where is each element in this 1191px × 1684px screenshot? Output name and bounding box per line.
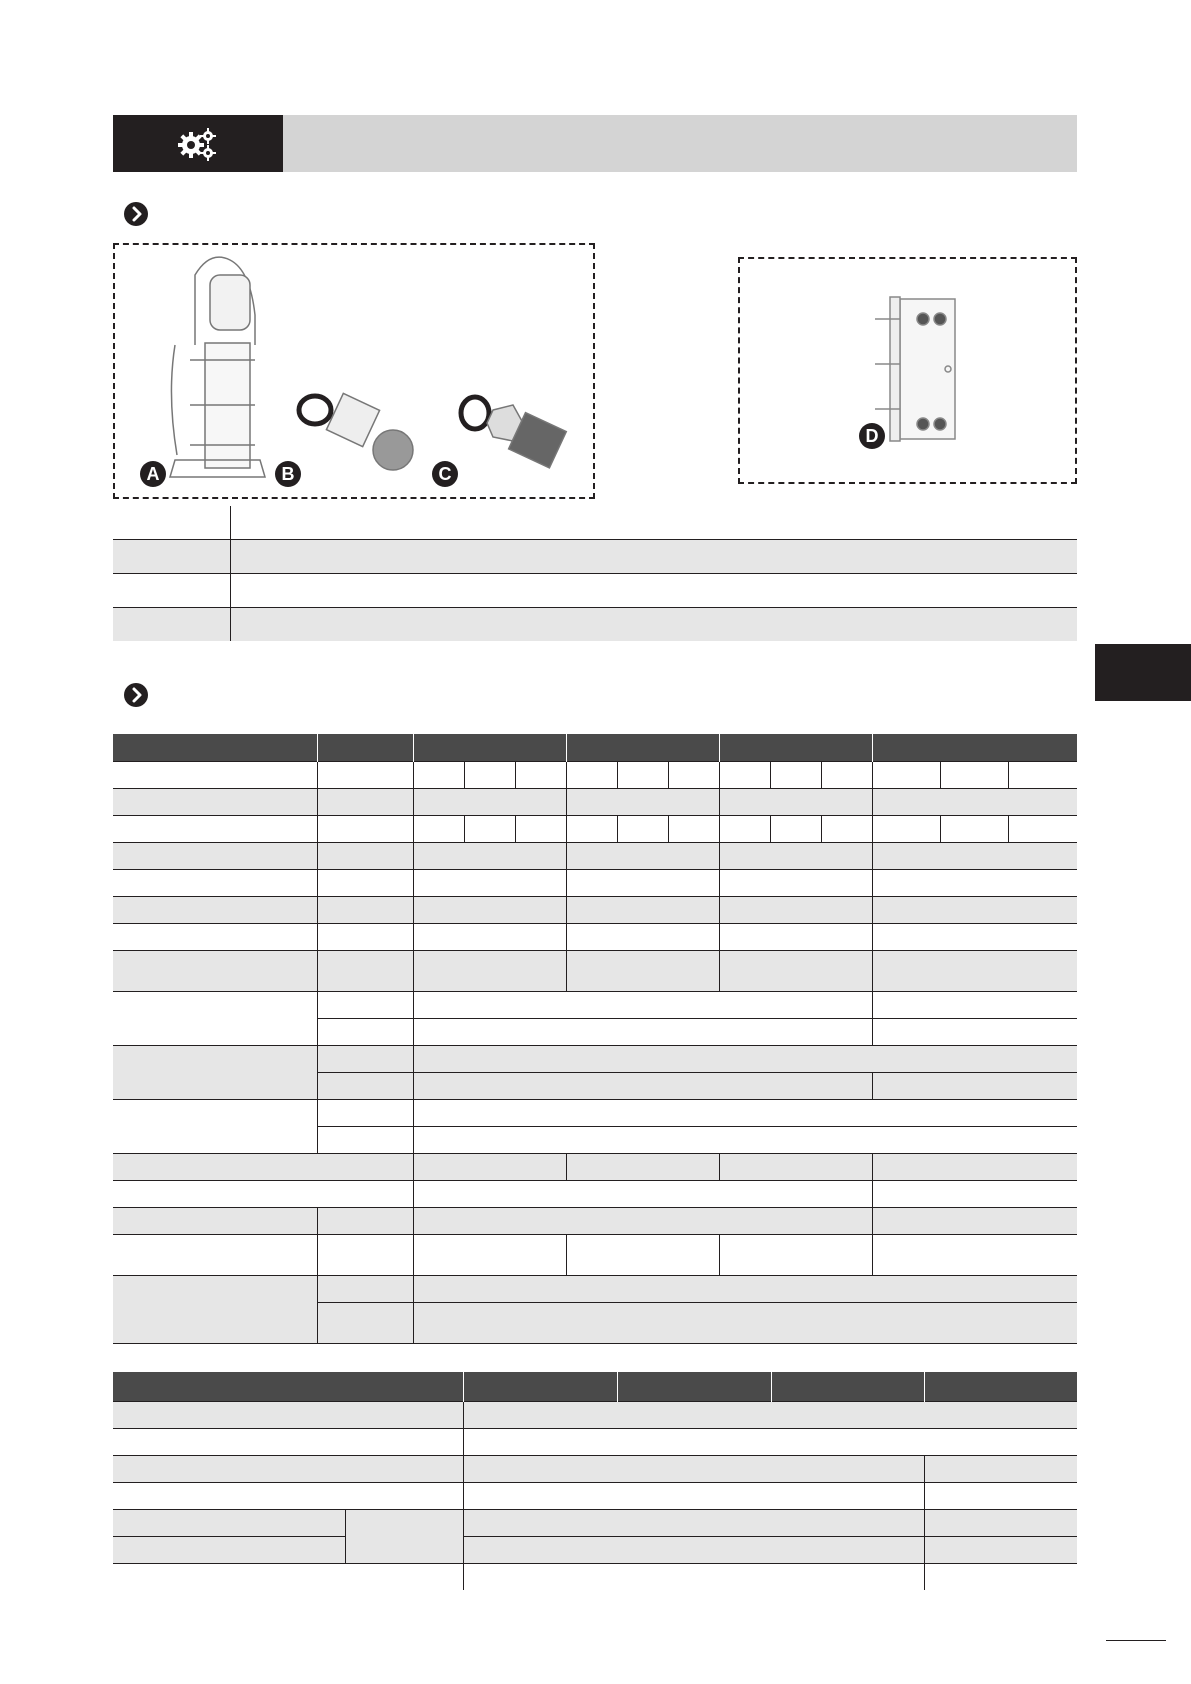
unit-illustration (115, 245, 593, 497)
label-c-badge: C (432, 461, 458, 487)
table-row (113, 1100, 1077, 1127)
table-row (113, 1181, 1077, 1208)
spec-table (113, 734, 1078, 1344)
chapter-side-tab (1095, 644, 1191, 701)
bottom-header-row (113, 1372, 1077, 1402)
table-row (113, 1429, 1077, 1456)
table-row (113, 1456, 1077, 1483)
spec-header-row (113, 734, 1077, 762)
legend-row (113, 574, 1077, 608)
legend-row (113, 506, 1077, 540)
legend-row (113, 540, 1077, 574)
table-row (113, 1208, 1077, 1235)
table-row (113, 816, 1077, 843)
legend-table (113, 506, 1077, 641)
table-row (113, 924, 1077, 951)
plate-exchanger-illustration (740, 259, 1075, 482)
table-row (113, 992, 1077, 1019)
label-d-badge: D (859, 423, 885, 449)
table-row (113, 1510, 1077, 1537)
table-row (113, 1235, 1077, 1276)
label-a-badge: A (140, 461, 166, 487)
header-icon-box (113, 115, 283, 172)
section-2-chevron-icon (124, 683, 148, 707)
figure-box-main (113, 243, 595, 499)
table-row (113, 1154, 1077, 1181)
legend-row (113, 608, 1077, 642)
table-row (113, 843, 1077, 870)
table-row (113, 1483, 1077, 1510)
table-row (113, 1276, 1077, 1303)
table-row (113, 1564, 1077, 1591)
table-row (113, 870, 1077, 897)
table-row (113, 951, 1077, 992)
label-b-badge: B (275, 461, 301, 487)
page-number-rule (1106, 1640, 1166, 1641)
table-row (113, 1402, 1077, 1429)
bottom-table (113, 1372, 1078, 1590)
section-1-chevron-icon (124, 202, 148, 226)
table-row (113, 897, 1077, 924)
table-row (113, 1046, 1077, 1073)
table-row (113, 789, 1077, 816)
gears-icon (178, 127, 218, 161)
table-row (113, 1537, 1077, 1564)
figure-box-d (738, 257, 1077, 484)
table-row (113, 762, 1077, 789)
